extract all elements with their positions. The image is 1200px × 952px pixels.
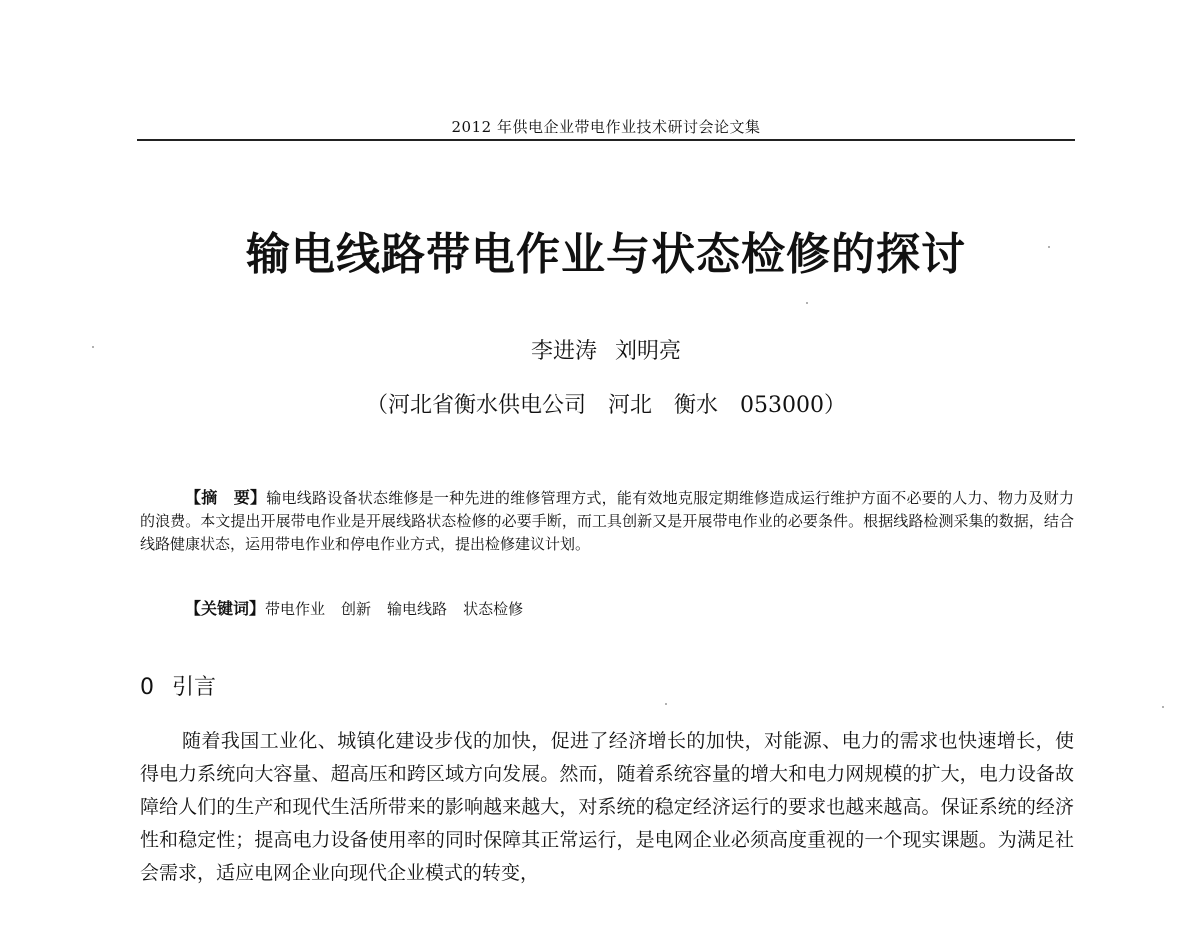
abstract-text: 输电线路设备状态维修是一种先进的维修管理方式，能有效地克服定期维修造成运行维护方面不必要的人力、物力及财力的浪费。本文提出开展带电作业是开展线路状态检修的必要手断，而工具创新又是开展带电作业的必要条件。根据线路检测采集的数据，结合线路健康状态，运用带电作业和停电作业方式，提出检修建议计划。 — [140, 489, 1074, 553]
keyword: 状态检修 — [463, 600, 524, 618]
keywords-label: 【关键词】 — [185, 599, 266, 618]
author-2: 刘明亮 — [615, 339, 682, 364]
section-number: 0 — [140, 675, 154, 700]
paper-title: 输电线路带电作业与状态检修的探讨 — [246, 229, 966, 280]
running-header: 2012 年供电企业带电作业技术研讨会论文集 — [451, 118, 761, 136]
header-rule — [137, 139, 1075, 141]
scan-speck — [665, 703, 667, 705]
keyword: 输电线路 — [387, 600, 448, 618]
abstract-label: 【摘 要】 — [185, 488, 267, 507]
abstract — [140, 486, 1074, 556]
author-1: 李进涛 — [530, 339, 597, 364]
keyword: 带电作业 — [265, 600, 326, 618]
scan-speck — [1162, 706, 1164, 708]
body-paragraph: 随着我国工业化、城镇化建设步伐的加快，促进了经济增长的加快，对能源、电力的需求也快速增长，使得电力系统向大容量、超高压和跨区域方向发展。然而，随着系统容量的增大和电力网规模的扩大，电力设备故障给人们的生产和现代生活所带来的影响越来越大，对系统的稳定经济运行的要求也越来越高。保证系统的经济性和稳定性；提高电力设备使用率的同时保障其正常运行，是电网企业必须高度重视的一个现实课题。为满足社会需求，适应电网企业向现代企业模式的转变， — [140, 730, 1074, 884]
scan-speck — [806, 302, 808, 304]
authors — [137, 334, 1075, 365]
keywords — [185, 597, 1075, 621]
scan-speck — [1048, 246, 1050, 248]
section-heading — [140, 670, 216, 701]
keyword: 创新 — [341, 600, 372, 618]
affiliation: （河北省衡水供电公司 河北 衡水 053000） — [366, 393, 846, 418]
section-title: 引言 — [172, 675, 217, 700]
scan-speck — [92, 346, 94, 348]
